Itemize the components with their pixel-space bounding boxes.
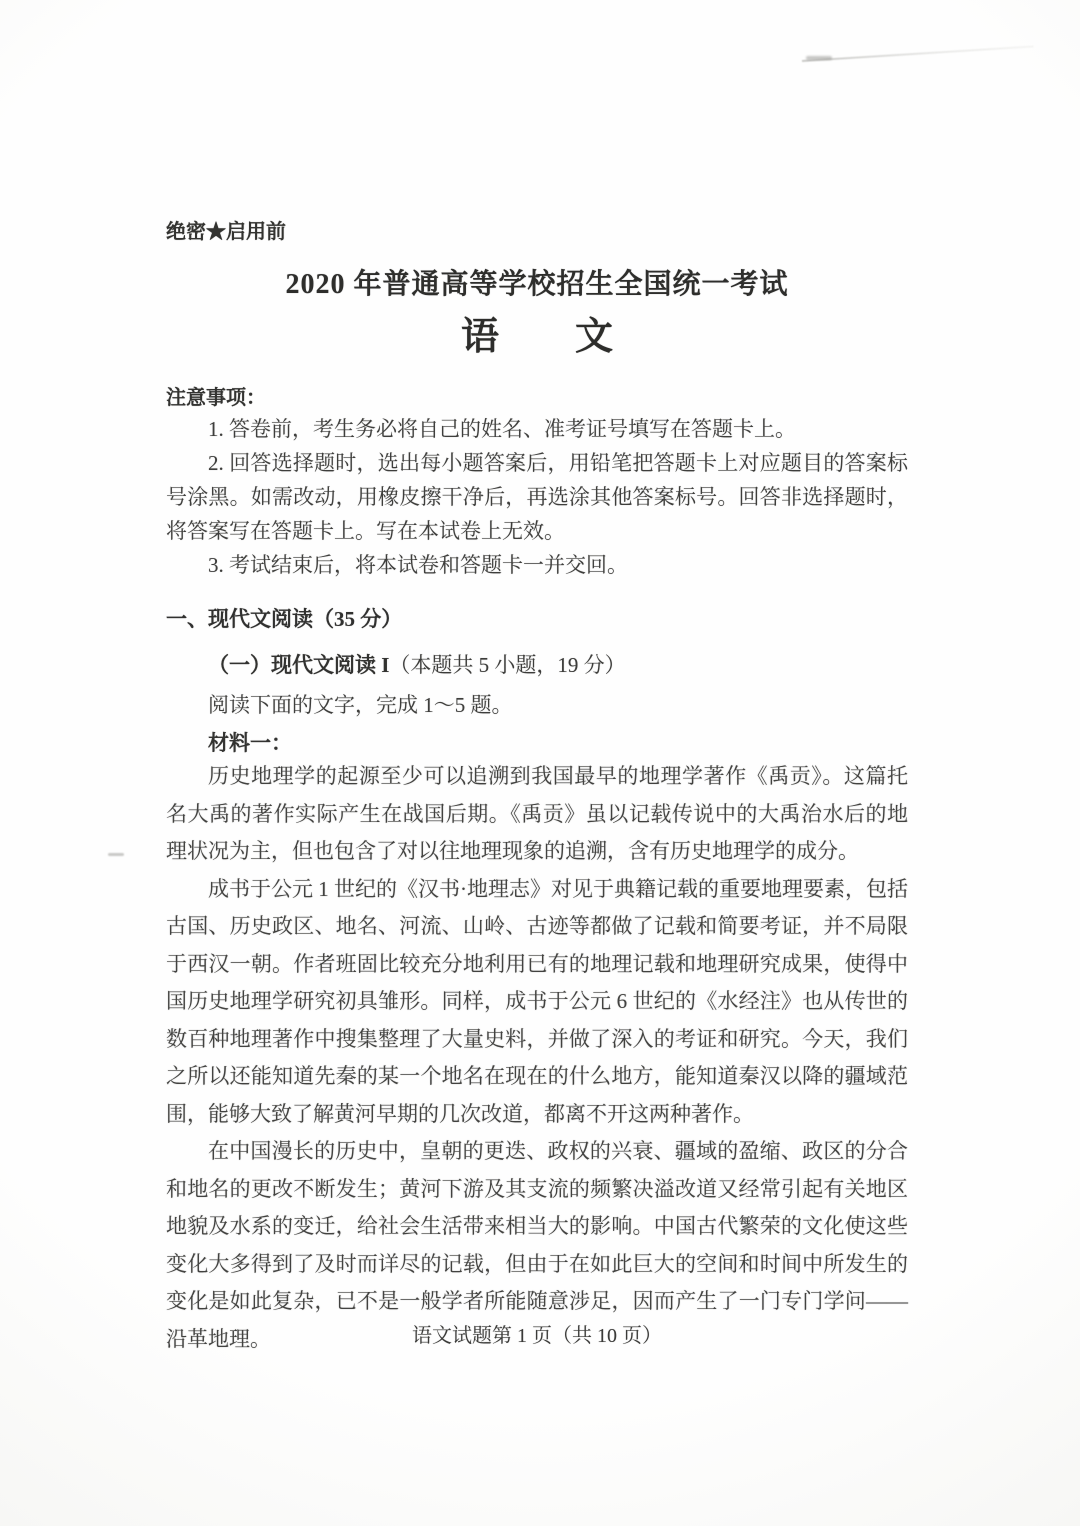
subsection-title: （一）现代文阅读 I [208, 653, 390, 677]
subject-title: 语 文 [460, 316, 613, 358]
subsection-heading [166, 650, 908, 680]
subsection-note: （本题共 5 小题，19 分） [389, 653, 626, 677]
notice-item-2: 2. 回答选择题时，选出每小题答案后，用铅笔把答题卡上对应题目的答案标号涂黑。如需改动，用橡皮擦干净后，再选涂其他答案标号。回答非选择题时，将答案写在答题卡上。写在本试卷上无效。 [166, 451, 908, 543]
notice-item-1: 1. 答卷前，考生务必将自己的姓名、准考证号填写在答题卡上。 [208, 417, 796, 441]
notice-heading: 注意事项： [166, 387, 266, 409]
section-one-heading: 一、现代文阅读（35 分） [166, 607, 403, 631]
material-one-label: 材料一： [208, 731, 292, 755]
material-paragraph-3: 在中国漫长的历史中，皇朝的更迭、政权的兴衰、疆域的盈缩、政区的分合和地名的更改不断发生；黄河下游及其支流的频繁决溢改道又经常引起有关地区地貌及水系的变迁，给社会生活带来相当大的影响。中国古代繁荣的文化使这些变化大多得到了及时而详尽的记载，但由于在如此巨大的空间和时间中所发生的变化是如此复杂，已不是一般学者所能随意涉足，因而产生了一门专门学问——沿革地理。 [166, 1139, 908, 1351]
material-paragraph-2: 成书于公元 1 世纪的《汉书·地理志》对见于典籍记载的重要地理要素，包括古国、历史政区、地名、河流、山岭、古迹等都做了记载和简要考证，并不局限于西汉一朝。作者班固比较充分地利用已有的地理记载和地理研究成果，使得中国历史地理学研究初具雏形。同样，成书于公元 6 世纪的《水经注》也从传世的数百种地理著作中搜集整理了大量史料，并做了深入的考证和研究。今天，我们之所以还能知道先秦的某一个地名在现在的什么地方，能知道秦汉以降的疆域范围，能够大致了解黄河早期的几次改道，都离不开这两种著作。 [166, 876, 908, 1126]
page-content [166, 0, 908, 1358]
margin-mark-artifact [108, 853, 124, 856]
notice-item-3: 3. 考试结束后，将本试卷和答题卡一并交回。 [208, 553, 628, 577]
page-footer: 语文试题第 1 页（共 10 页） [412, 1325, 662, 1347]
material-paragraph-1: 历史地理学的起源至少可以追溯到我国最早的地理学著作《禹贡》。这篇托名大禹的著作实际产生在战国后期。《禹贡》虽以记载传说中的大禹治水后的地理状况为主，但也包含了对以往地理现象的追溯，含有历史地理学的成分。 [166, 764, 908, 863]
exam-title: 2020 年普通高等学校招生全国统一考试 [285, 269, 789, 300]
reading-instruction: 阅读下面的文字，完成 1～5 题。 [208, 693, 513, 717]
classification-banner: 绝密★启用前 [166, 221, 286, 243]
